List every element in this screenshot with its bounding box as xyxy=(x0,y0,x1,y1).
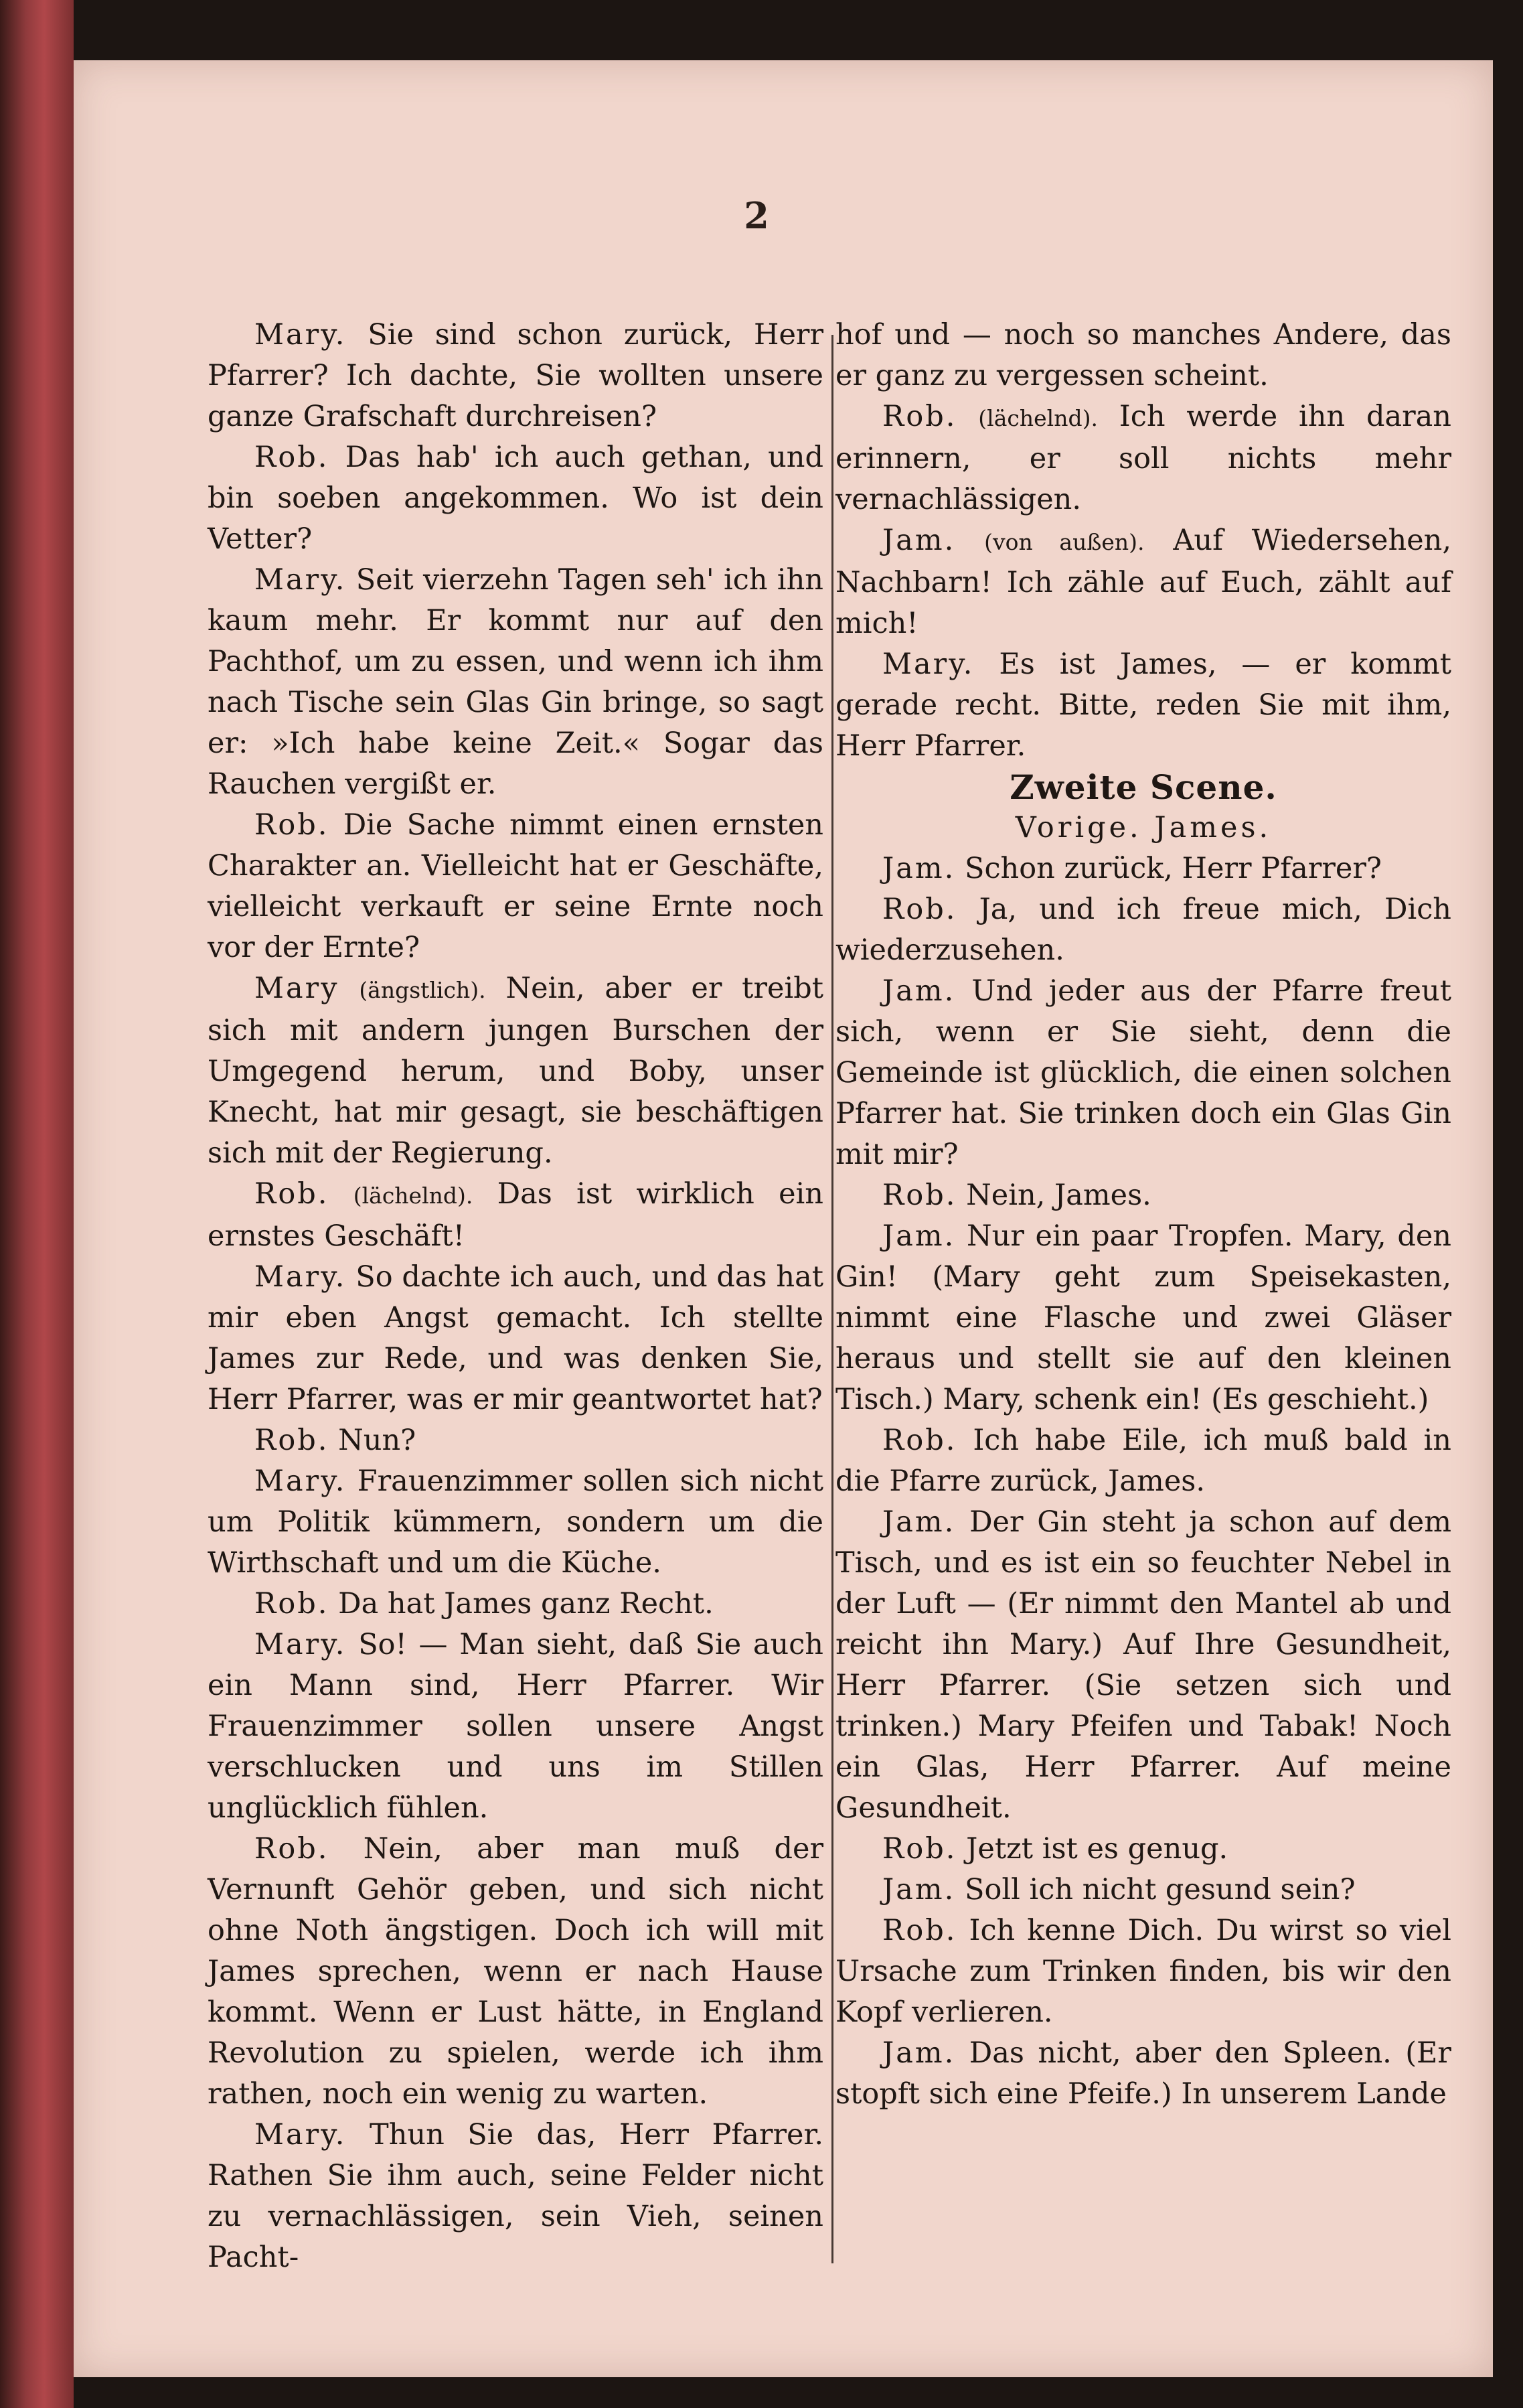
dialogue-text: Das nicht, aber den Spleen. (Er stopft sich eine Pfeife.) In unserem Lande xyxy=(835,2036,1451,2111)
dialogue-paragraph xyxy=(835,971,1451,1175)
left-column xyxy=(208,315,823,2278)
speaker-name: Mary. xyxy=(254,1628,347,1661)
dialogue-paragraph xyxy=(835,315,1451,396)
stage-direction: (lächelnd). xyxy=(353,1183,473,1209)
dialogue-paragraph xyxy=(208,968,823,1174)
dialogue-text: Sie sind schon zurück, Herr Pfarrer? Ich dachte, Sie wollten unsere ganze Grafschaft durchreisen? xyxy=(208,318,824,433)
dialogue-text: Nein, aber man muß der Vernunft Gehör geben, und sich nicht ohne Noth ängstigen. Doch ich will mit James sprechen, wenn er nach Hause kommt. Wenn er Lust hätte, in England Revolution zu spielen, werde ich ihm rathen, noch ein wenig zu warten. xyxy=(208,1832,823,2111)
dialogue-paragraph xyxy=(835,520,1451,644)
dialogue-paragraph xyxy=(208,1174,823,1257)
dialogue-paragraph xyxy=(835,1216,1451,1420)
dialogue-paragraph xyxy=(208,1625,823,1829)
dialogue-text: hof und — noch so manches Andere, das er ganz zu vergessen scheint. xyxy=(835,318,1451,392)
speaker-name: Mary. xyxy=(254,563,347,597)
dialogue-text: Der Gin steht ja schon auf dem Tisch, und es ist ein so feuchter Nebel in der Luft — (Er nimmt den Mantel ab und reicht ihn Mary.) Auf Ihre Gesundheit, Herr Pfarrer. (Sie setzen sich und trinken.) Mary Pfeifen und Tabak! Noch ein Glas, Herr Pfarrer. Auf meine Gesundheit. xyxy=(835,1505,1451,1825)
dialogue-text: Ich kenne Dich. Du wirst so viel Ursache zum Trinken finden, bis wir den Kopf verlieren. xyxy=(835,1914,1451,2029)
speaker-name: Rob. xyxy=(882,400,957,433)
speaker-name: Rob. xyxy=(882,1424,957,1457)
dialogue-text: Ich werde ihn daran erinnern, er soll nichts mehr vernachlässigen. xyxy=(835,400,1451,516)
speaker-name: Jam. xyxy=(882,1873,956,1906)
dialogue-paragraph xyxy=(208,560,823,805)
dialogue-paragraph xyxy=(208,1257,823,1420)
speaker-name: Rob. xyxy=(882,1914,957,1947)
dialogue-paragraph xyxy=(835,1829,1451,1870)
speaker-name: Mary xyxy=(254,972,339,1005)
dialogue-text: Es ist James, — er kommt gerade recht. Bitte, reden Sie mit ihm, Herr Pfarrer. xyxy=(835,648,1451,763)
right-column xyxy=(835,315,1451,2115)
dialogue-paragraph xyxy=(835,1502,1451,1829)
dialogue-paragraph xyxy=(208,437,823,560)
dialogue-paragraph xyxy=(835,889,1451,971)
dialogue-paragraph xyxy=(835,396,1451,520)
dialogue-text: Soll ich nicht gesund sein? xyxy=(965,1873,1356,1906)
speaker-name: Mary. xyxy=(254,1464,347,1498)
speaker-name: Jam. xyxy=(882,852,956,885)
scene-heading: Zweite Scene. xyxy=(1010,767,1277,807)
dialogue-text: Nein, aber er treibt sich mit andern jungen Burschen der Umgegend herum, und Boby, unser Knecht, hat mir gesagt, sie beschäftigen sich mit der Regierung. xyxy=(208,972,824,1170)
dialogue-paragraph xyxy=(208,805,823,968)
speaker-name: Rob. xyxy=(254,1177,329,1211)
speaker-name: Rob. xyxy=(882,1179,957,1212)
dialogue-paragraph xyxy=(835,1910,1451,2033)
speaker-name: Rob. xyxy=(254,808,329,842)
speaker-name: Mary. xyxy=(254,2118,347,2152)
page-number: 2 xyxy=(744,194,769,237)
dialogue-paragraph xyxy=(835,848,1451,889)
dialogue-text: Das ist wirklich ein ernstes Geschäft! xyxy=(208,1177,823,1253)
dialogue-text: So dachte ich auch, und das hat mir eben Angst gemacht. Ich stellte James zur Rede, und was denken Sie, Herr Pfarrer, was er mir geantwortet hat? xyxy=(208,1260,823,1416)
speaker-name: Rob. xyxy=(254,441,329,474)
column-divider xyxy=(831,335,833,2263)
dialogue-text: Schon zurück, Herr Pfarrer? xyxy=(965,852,1382,885)
speaker-name: Mary. xyxy=(882,648,975,681)
stage-direction: (lächelnd). xyxy=(978,405,1098,431)
speaker-name: Rob. xyxy=(254,1424,329,1457)
dialogue-text: Nun? xyxy=(338,1424,416,1457)
dialogue-paragraph xyxy=(208,1584,823,1625)
speaker-name: Rob. xyxy=(882,1832,957,1866)
dialogue-paragraph xyxy=(208,1829,823,2115)
speaker-name: Rob. xyxy=(882,893,957,926)
dialogue-text: Und jeder aus der Pfarre freut sich, wenn er Sie sieht, denn die Gemeinde ist glücklich, die einen solchen Pfarrer hat. Sie trinken doch ein Glas Gin mit mir? xyxy=(835,974,1452,1171)
dialogue-text: Thun Sie das, Herr Pfarrer. Rathen Sie ihm auch, seine Felder nicht zu vernachlässigen, sein Vieh, seinen Pacht- xyxy=(208,2118,824,2274)
speaker-name: Jam. xyxy=(882,2036,956,2070)
stage-direction: (von außen). xyxy=(984,529,1145,555)
dialogue-paragraph xyxy=(835,1420,1451,1502)
speaker-name: Mary. xyxy=(254,1260,347,1294)
speaker-name: Jam. xyxy=(882,1505,956,1539)
speaker-name: Rob. xyxy=(254,1587,329,1621)
dialogue-paragraph xyxy=(835,644,1451,767)
dialogue-paragraph xyxy=(208,1461,823,1584)
speaker-name: Mary. xyxy=(254,318,347,352)
dialogue-text: Ich habe Eile, ich muß bald in die Pfarre zurück, James. xyxy=(835,1424,1451,1498)
dialogue-text: Nein, James. xyxy=(966,1179,1151,1212)
dialogue-text: Frauenzimmer sollen sich nicht um Politik kümmern, sondern um die Wirthschaft und um die Küche. xyxy=(208,1464,823,1580)
dialogue-text: Seit vierzehn Tagen seh' ich ihn kaum mehr. Er kommt nur auf den Pachthof, um zu essen, und wenn ich ihm nach Tische sein Glas Gin bringe, so sagt er: »Ich habe keine Zeit.« Sogar das Rauchen vergißt er. xyxy=(208,563,823,801)
speaker-name: Jam. xyxy=(882,524,956,557)
dialogue-paragraph xyxy=(835,2033,1451,2115)
speaker-name: Rob. xyxy=(254,1832,329,1866)
dialogue-text: Nur ein paar Tropfen. Mary, den Gin! (Mary geht zum Speisekasten, nimmt eine Flasche und zwei Gläser heraus und stellt sie auf den kleinen Tisch.) Mary, schenk ein! (Es geschieht.) xyxy=(835,1219,1451,1416)
book-page-edge xyxy=(0,0,74,2408)
dialogue-text: So! — Man sieht, daß Sie auch ein Mann sind, Herr Pfarrer. Wir Frauenzimmer sollen unsere Angst verschlucken und uns im Stillen unglücklich fühlen. xyxy=(208,1628,823,1825)
dialogue-text: Das hab' ich auch gethan, und bin soeben angekommen. Wo ist dein Vetter? xyxy=(208,441,823,556)
dialogue-text: Ja, und ich freue mich, Dich wiederzusehen. xyxy=(835,893,1451,967)
scene-cast: Vorige. James. xyxy=(1015,811,1272,844)
stage-direction: (ängstlich). xyxy=(359,977,486,1003)
dialogue-text: Auf Wiedersehen, Nachbarn! Ich zähle auf Euch, zählt auf mich! xyxy=(835,524,1451,640)
dialogue-paragraph xyxy=(208,1420,823,1461)
dialogue-paragraph xyxy=(208,2115,823,2278)
dialogue-text: Da hat James ganz Recht. xyxy=(338,1587,714,1621)
speaker-name: Jam. xyxy=(882,974,956,1008)
dialogue-text: Die Sache nimmt einen ernsten Charakter an. Vielleicht hat er Geschäfte, vielleicht verkauft er seine Ernte noch vor der Ernte? xyxy=(208,808,823,964)
dialogue-text: Jetzt ist es genug. xyxy=(966,1832,1228,1866)
dialogue-paragraph xyxy=(208,315,823,437)
speaker-name: Jam. xyxy=(882,1219,956,1253)
dialogue-paragraph xyxy=(835,1870,1451,1910)
dialogue-paragraph xyxy=(835,1175,1451,1216)
